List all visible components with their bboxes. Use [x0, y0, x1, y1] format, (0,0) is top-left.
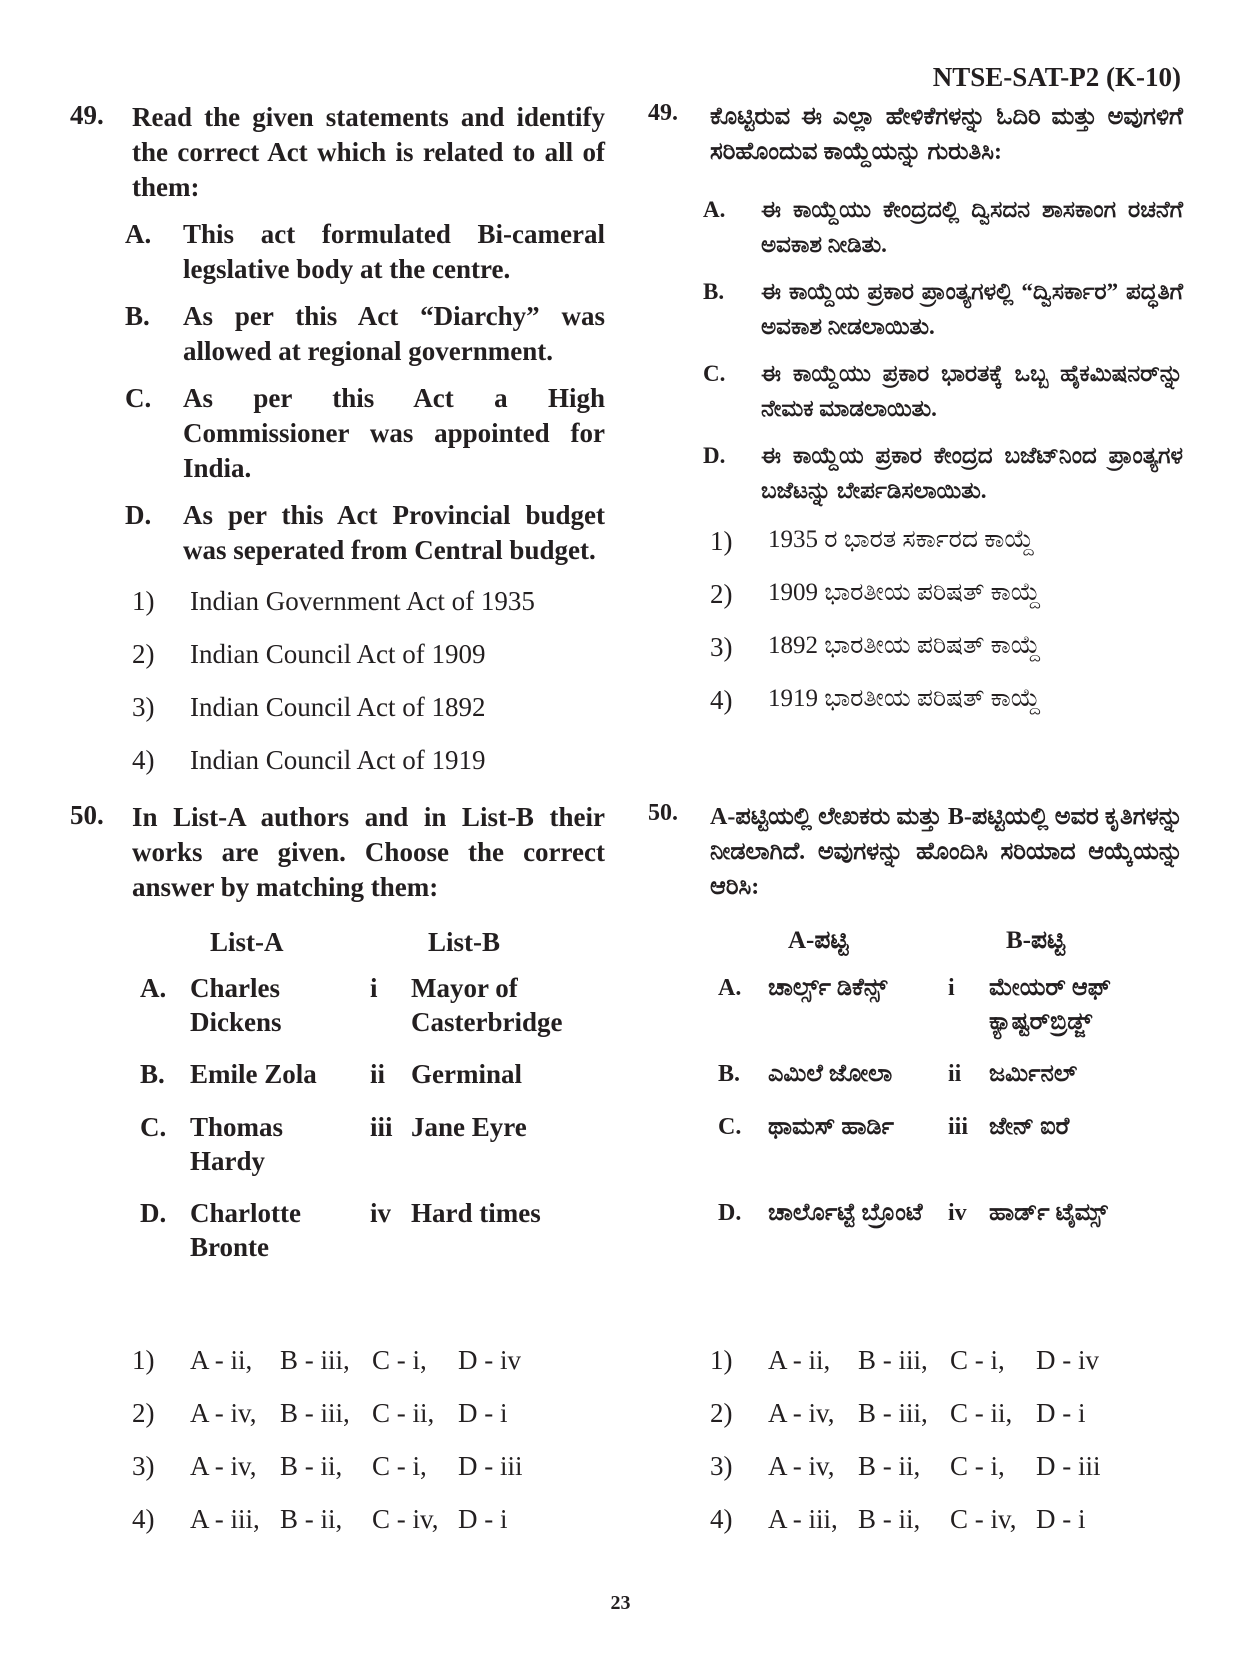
statement-c: [125, 381, 605, 486]
option-text: Indian Council Act of 1919: [190, 745, 486, 775]
list-b-item: ಮೇಯರ್ ಆಫ್ ಕ್ಯಾಷ್ಟರ್‌ಬ್ರಿಡ್ಜ್: [989, 975, 1111, 1035]
match-row: [710, 1110, 1183, 1196]
option-b: B - iii,: [858, 1398, 928, 1428]
option-d: D - iii: [1036, 1451, 1101, 1481]
option-a: A - ii,: [768, 1345, 831, 1375]
statement-d: [703, 438, 1183, 508]
english-column: [70, 100, 605, 798]
list-a-item: ಎಮಿಲೆ ಜೋಲಾ: [768, 1061, 893, 1087]
option-a: A - iv,: [190, 1451, 257, 1481]
option-number: 2): [710, 1398, 733, 1428]
statement-b: [703, 274, 1183, 344]
option-number: 4): [710, 1504, 733, 1534]
statement-text: As per this Act “Diarchy” was allowed at regional government.: [183, 301, 605, 366]
question-text: ಕೊಟ್ಟಿರುವ ಈ ಎಲ್ಲಾ ಹೇಳಿಕೆಗಳನ್ನು ಓದಿರಿ ಮತ್ತು ಅವುಗಳಿಗೆ ಸರಿಹೊಂದುವ ಕಾಯ್ದೆಯನ್ನು ಗುರುತಿಸಿ:: [710, 104, 1183, 165]
statement-text: As per this Act a High Commissioner was appointed for India.: [183, 383, 605, 483]
option-c: C - i,: [372, 1345, 427, 1375]
roman-numeral: i: [370, 973, 378, 1003]
list-b-item: ಹಾರ್ಡ್ ಟೈಮ್ಸ್: [989, 1200, 1108, 1226]
page-number: 23: [610, 1592, 631, 1614]
row-label: C.: [718, 1114, 742, 1140]
list-a-item: Charles Dickens: [190, 973, 282, 1037]
match-row: [710, 971, 1183, 1057]
statement-label: A.: [125, 219, 152, 249]
option-text: 1892 ಭಾರತೀಯ ಪರಿಷತ್ ಕಾಯ್ದೆ: [768, 632, 1041, 659]
statement-c: [703, 356, 1183, 426]
list-b-heading: B-ಪಟ್ಟಿ: [1006, 927, 1066, 954]
option-number: 3): [132, 1451, 155, 1481]
question-number: 50.: [70, 800, 104, 830]
option-number: 1): [132, 1345, 155, 1375]
option-b: B - ii,: [858, 1451, 921, 1481]
option-number: 3): [710, 632, 733, 662]
answer-options-kn: [710, 1345, 1190, 1557]
list-b-item: Germinal: [411, 1059, 522, 1089]
question-text: In List-A authors and in List-B their works are given. Choose the correct answer by matching them:: [132, 802, 605, 902]
row-label: B.: [140, 1059, 165, 1089]
roman-numeral: iii: [370, 1112, 393, 1142]
option-a: A - iv,: [768, 1398, 835, 1428]
option-number: 2): [132, 1398, 155, 1428]
option-a: A - iv,: [190, 1398, 257, 1428]
option-number: 1): [132, 586, 155, 616]
list-b-heading: List-B: [428, 927, 501, 957]
option-c: C - ii,: [950, 1398, 1013, 1428]
answer-option-4[interactable]: [710, 1504, 1190, 1557]
answer-option-3[interactable]: [710, 1451, 1190, 1504]
list-b-item: ಜರ್ಮಿನಲ್: [989, 1061, 1078, 1087]
option-text: Indian Council Act of 1909: [190, 639, 486, 669]
option-number: 1): [710, 526, 733, 556]
option-d: D - i: [458, 1398, 508, 1428]
option-d: D - i: [1036, 1398, 1086, 1428]
option-c: C - iv,: [372, 1504, 439, 1534]
option-b: B - ii,: [280, 1504, 343, 1534]
option-text: 1909 ಭಾರತೀಯ ಪರಿಷತ್ ಕಾಯ್ದೆ: [768, 579, 1041, 606]
option-number: 3): [710, 1451, 733, 1481]
roman-numeral: iv: [948, 1200, 967, 1226]
question-50-en: [70, 800, 605, 1282]
list-b-item: Mayor of Casterbridge: [411, 973, 563, 1037]
option-d: D - iv: [1036, 1345, 1099, 1375]
option-number: 1): [710, 1345, 733, 1375]
list-a-item: ಥಾಮಸ್ ಹಾರ್ಡಿ: [768, 1114, 894, 1140]
list-a-item: ಚಾರ್ಲ್ಸ್ ಡಿಕೆನ್ಸ್: [768, 975, 888, 1001]
row-label: D.: [718, 1200, 742, 1226]
option-c: C - ii,: [372, 1398, 435, 1428]
list-a-heading: List-A: [210, 927, 284, 957]
statement-label: B.: [703, 279, 725, 304]
option-4[interactable]: [710, 685, 1183, 738]
statement-b: [125, 299, 605, 369]
statement-label: C.: [703, 361, 726, 386]
option-b: B - ii,: [858, 1504, 921, 1534]
option-b: B - iii,: [280, 1345, 350, 1375]
option-list: [710, 526, 1183, 738]
question-text: A-ಪಟ್ಟಿಯಲ್ಲಿ ಲೇಖಕರು ಮತ್ತು B-ಪಟ್ಟಿಯಲ್ಲಿ ಅವರ ಕೃತಿಗಳನ್ನು ನೀಡಲಾಗಿದೆ. ಅವುಗಳನ್ನು ಹೊಂದಿಸಿ ಸರಿಯಾದ ಆಯ್ಕೆಯನ್ನು ಆರಿಸಿ:: [710, 804, 1183, 900]
answer-option-1[interactable]: [132, 1345, 612, 1398]
list-a-item: Charlotte Bronte: [190, 1198, 301, 1262]
statement-list: [125, 217, 605, 568]
list-a-item: Emile Zola: [190, 1059, 317, 1089]
option-1[interactable]: [710, 526, 1183, 579]
match-table: [132, 927, 605, 1282]
option-d: D - i: [1036, 1504, 1086, 1534]
option-number: 4): [132, 745, 155, 775]
question-number: 49.: [70, 100, 104, 130]
statement-a: [125, 217, 605, 287]
statement-label: C.: [125, 383, 152, 413]
row-label: A.: [140, 973, 167, 1003]
answer-option-2[interactable]: [710, 1398, 1190, 1451]
option-c: C - i,: [950, 1345, 1005, 1375]
list-b-item: ಜೇನ್ ಐರೆ: [989, 1114, 1070, 1140]
option-2[interactable]: [710, 579, 1183, 632]
list-b-item: Hard times: [411, 1198, 541, 1228]
option-d: D - iv: [458, 1345, 521, 1375]
option-list: [132, 586, 605, 798]
option-number: 2): [132, 639, 155, 669]
option-d: D - i: [458, 1504, 508, 1534]
roman-numeral: ii: [948, 1061, 962, 1087]
statement-label: D.: [703, 443, 726, 468]
list-b-item: Jane Eyre: [411, 1112, 527, 1142]
option-number: 2): [710, 579, 733, 609]
option-b: B - iii,: [858, 1345, 928, 1375]
match-row: [710, 1057, 1183, 1110]
statement-text: ಈ ಕಾಯ್ದೆಯ ಪ್ರಕಾರ ಪ್ರಾಂತ್ಯಗಳಲ್ಲಿ “ದ್ವಿಸರ್ಕಾರ” ಪದ್ಧತಿಗೆ ಅವಕಾಶ ನೀಡಲಾಯಿತು.: [761, 279, 1183, 339]
option-a: A - ii,: [190, 1345, 253, 1375]
match-header: [710, 927, 1183, 971]
roman-numeral: ii: [370, 1059, 386, 1089]
statement-text: This act formulated Bi-cameral legslative body at the centre.: [183, 219, 605, 284]
list-a-item: ಚಾರ್ಲೊಟ್ಟೆ ಬ್ರೊಂಟೆ: [768, 1200, 923, 1226]
option-text: Indian Council Act of 1892: [190, 692, 486, 722]
option-2[interactable]: [132, 639, 605, 692]
statement-list: [703, 192, 1183, 508]
match-table: [710, 927, 1183, 1282]
question-50-kn: [648, 800, 1183, 1282]
option-a: A - iii,: [190, 1504, 260, 1534]
list-a-item: Thomas Hardy: [190, 1112, 284, 1176]
option-c: C - i,: [950, 1451, 1005, 1481]
roman-numeral: iv: [370, 1198, 392, 1228]
row-label: C.: [140, 1112, 167, 1142]
option-a: A - iv,: [768, 1451, 835, 1481]
statement-label: A.: [703, 197, 726, 222]
option-a: A - iii,: [768, 1504, 838, 1534]
answer-options-en: [132, 1345, 612, 1557]
kannada-column: [648, 100, 1183, 738]
option-d: D - iii: [458, 1451, 523, 1481]
match-row: [132, 1110, 605, 1196]
match-header: [132, 927, 605, 971]
row-label: B.: [718, 1061, 741, 1087]
match-row: [132, 1057, 605, 1110]
option-text: 1919 ಭಾರತೀಯ ಪರಿಷತ್ ಕಾಯ್ದೆ: [768, 685, 1041, 712]
option-1[interactable]: [132, 586, 605, 639]
row-label: A.: [718, 975, 742, 1001]
list-a-heading: A-ಪಟ್ಟಿ: [788, 927, 849, 954]
statement-text: ಈ ಕಾಯ್ದೆಯು ಕೇಂದ್ರದಲ್ಲಿ ದ್ವಿಸದನ ಶಾಸಕಾಂಗ ರಚನೆಗೆ ಅವಕಾಶ ನೀಡಿತು.: [761, 197, 1183, 257]
statement-label: B.: [125, 301, 150, 331]
option-3[interactable]: [710, 632, 1183, 685]
statement-label: D.: [125, 500, 152, 530]
option-b: B - iii,: [280, 1398, 350, 1428]
option-number: 4): [710, 685, 733, 715]
option-c: C - iv,: [950, 1504, 1017, 1534]
match-row: [132, 1196, 605, 1282]
match-row: [132, 971, 605, 1057]
paper-code: NTSE-SAT-P2 (K-10): [932, 62, 1181, 92]
option-number: 3): [132, 692, 155, 722]
statement-text: As per this Act Provincial budget was seperated from Central budget.: [183, 500, 605, 565]
answer-option-1[interactable]: [710, 1345, 1190, 1398]
statement-text: ಈ ಕಾಯ್ದೆಯ ಪ್ರಕಾರ ಕೇಂದ್ರದ ಬಜೆಟ್‌ನಿಂದ ಪ್ರಾಂತ್ಯಗಳ ಬಜೆಟನ್ನು ಬೇರ್ಪಡಿಸಲಾಯಿತು.: [761, 443, 1183, 503]
option-text: 1935 ರ ಭಾರತ ಸರ್ಕಾರದ ಕಾಯ್ದೆ: [768, 526, 1035, 553]
question-number: 50.: [648, 800, 678, 826]
question-49-kn: [648, 100, 1183, 738]
option-number: 4): [132, 1504, 155, 1534]
option-c: C - i,: [372, 1451, 427, 1481]
row-label: D.: [140, 1198, 167, 1228]
option-b: B - ii,: [280, 1451, 343, 1481]
statement-a: [703, 192, 1183, 262]
answer-option-2[interactable]: [132, 1398, 612, 1451]
match-row: [710, 1196, 1183, 1282]
option-4[interactable]: [132, 745, 605, 798]
option-text: Indian Government Act of 1935: [190, 586, 535, 616]
option-3[interactable]: [132, 692, 605, 745]
question-number: 49.: [648, 100, 678, 126]
roman-numeral: iii: [948, 1114, 969, 1140]
roman-numeral: i: [948, 975, 955, 1001]
statement-text: ಈ ಕಾಯ್ದೆಯು ಪ್ರಕಾರ ಭಾರತಕ್ಕೆ ಒಬ್ಬ ಹೈಕಮಿಷನರ್‌ನ್ನು ನೇಮಕ ಮಾಡಲಾಯಿತು.: [761, 361, 1183, 421]
answer-option-3[interactable]: [132, 1451, 612, 1504]
question-text: Read the given statements and identify the correct Act which is related to all of them:: [132, 102, 605, 202]
question-49-en: [70, 100, 605, 798]
answer-option-4[interactable]: [132, 1504, 612, 1557]
statement-d: [125, 498, 605, 568]
